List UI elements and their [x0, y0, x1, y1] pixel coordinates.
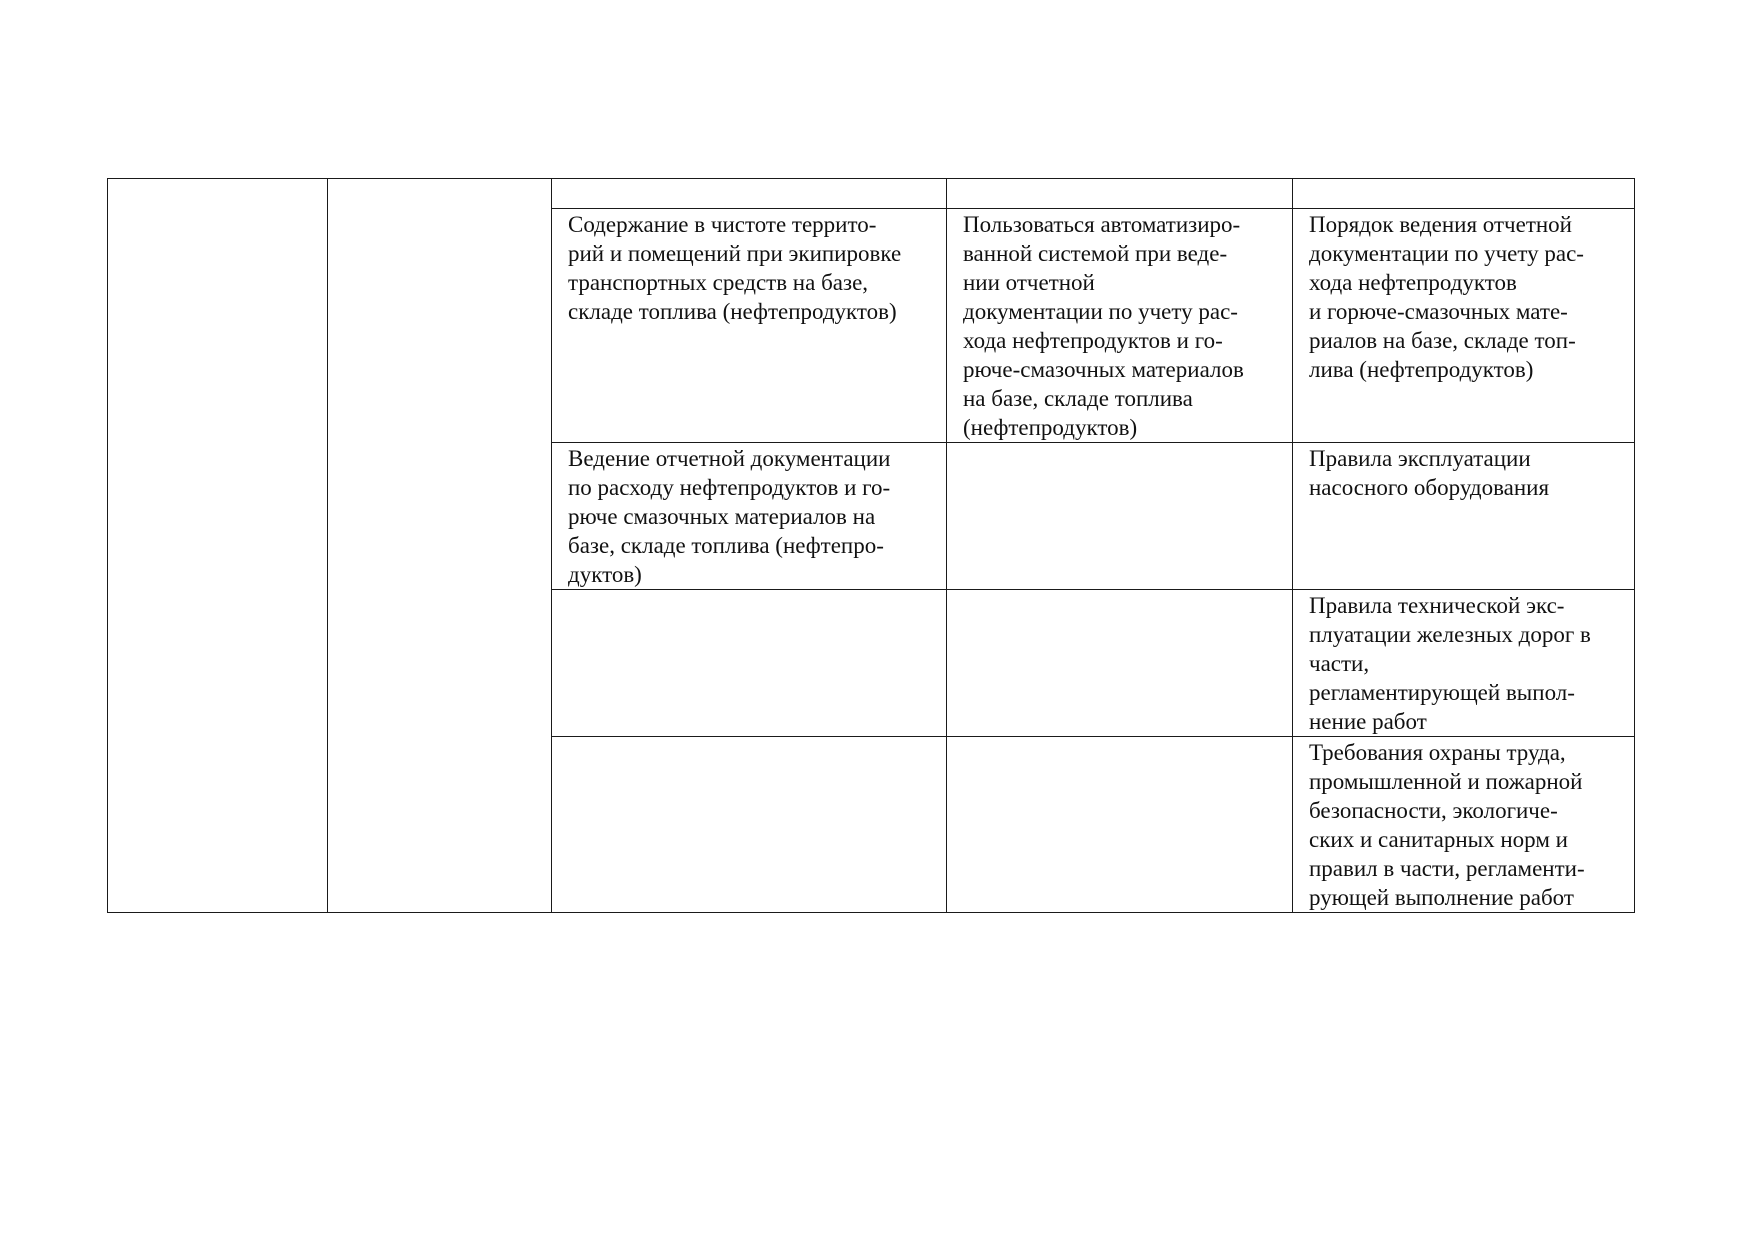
cell-text: Ведение отчетной документации по расходу нефтепродуктов и го- рюче смазочных материалов на базе, складе топлива (нефтепро- дуктов)	[568, 446, 891, 587]
table-cell	[947, 209, 1293, 443]
table-cell	[1293, 443, 1635, 590]
table-cell	[552, 590, 947, 737]
cell-text: Пользоваться автоматизиро- ванной системой при веде- нии отчетной документации по учету рас- хода нефтепродуктов и го- рюче-смазочных материалов на базе, складе топлива (нефтепродуктов)	[963, 212, 1244, 440]
table-cell	[947, 443, 1293, 590]
table-cell	[947, 737, 1293, 913]
requirements-table	[107, 178, 1635, 913]
table-cell-col2	[328, 179, 552, 913]
table-cell	[1293, 209, 1635, 443]
table-cell-col1	[108, 179, 328, 913]
cell-text: Содержание в чистоте террито- рий и помещений при экипировке транспортных средств на базе, складе топлива (нефтепродуктов)	[568, 212, 902, 324]
table-cell	[552, 179, 947, 209]
table-cell	[1293, 179, 1635, 209]
cell-text: Требования охраны труда, промышленной и пожарной безопасности, экологиче- ских и санитарных норм и правил в части, регламенти- рующей выполнение работ	[1309, 740, 1585, 910]
cell-text: Порядок ведения отчетной документации по учету рас- хода нефтепродуктов и горюче-смазочных мате- риалов на базе, складе топ- лива (нефтепродуктов)	[1309, 212, 1584, 382]
table-cell	[1293, 590, 1635, 737]
table-cell	[947, 179, 1293, 209]
table-cell	[552, 443, 947, 590]
table-cell	[1293, 737, 1635, 913]
cell-text: Правила эксплуатации насосного оборудования	[1309, 446, 1550, 500]
table-cell	[552, 737, 947, 913]
table-row	[108, 179, 1635, 209]
table-cell	[552, 209, 947, 443]
cell-text: Правила технической экс- плуатации железных дорог в части, регламентирующей выпол- нение работ	[1309, 593, 1591, 734]
table-cell	[947, 590, 1293, 737]
